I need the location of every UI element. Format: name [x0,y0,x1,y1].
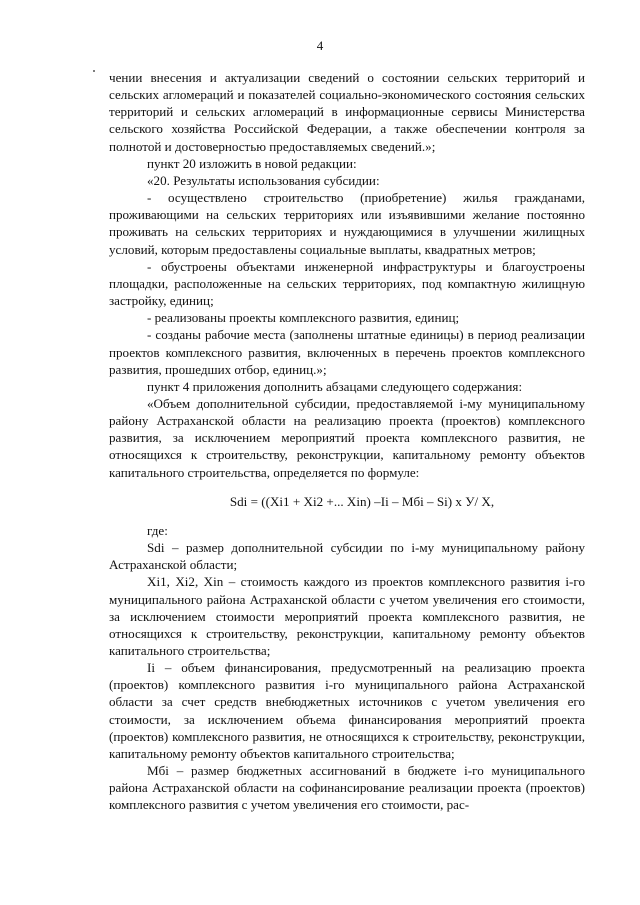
formula: Sdi = ((Xi1 + Xi2 +... Xin) –Ii – Мбi – Si) x У/ Х, [229,493,495,509]
paragraph-where: где: [147,522,168,538]
paragraph-continuation: чении внесения и актуализации сведений о состоянии сельских территорий и сельских агломераций и показателей социально-экономического состояния сельских территорий и сельских агломераций в информационные сервисы Министерства сельского хозяйства Российской Федерации, а также обеспечении контроля за полнотой и достоверностью предоставляемых сведений.»; [109,70,585,154]
definition-ii: Ii – объем финансирования, предусмотренный на реализацию проекта (проектов) комплексного развития i-го муниципального района Астраханской области за счет средств внебюджетных источников с учетом увеличения его стоимости, за исключением объема финансирования мероприятий проекта (проектов) комплексного развития, не относящихся к строительству, реконструкции, капитальному ремонту объектов капитального строительства; [109,660,585,761]
paragraph-item-20-title: «20. Результаты использования субсидии: [147,172,380,188]
list-item-jobs: - созданы рабочие места (заполнены штатные единицы) в период реализации проектов комплексного развития, включенных в перечень проектов комплексного развития, прошедших отбор, единиц.»; [109,327,585,377]
list-item-infrastructure: - обустроены объектами инженерной инфраструктуры и благоустроены площадки, расположенные на сельских территориях, под компактную жилищную застройку, единиц; [109,258,585,309]
list-item-projects: - реализованы проекты комплексного развития, единиц; [147,310,460,326]
document-body [109,69,585,814]
paragraph-item-20-instruction: пункт 20 изложить в новой редакции: [147,155,357,171]
list-item-housing: - осуществлено строительство (приобретение) жилья гражданами, проживающими на сельских территориях или изъявившими желание постоянно проживать на сельских территориях и нуждающимися в улучшении жилищных условий, которым предоставлены социальные выплаты, квадратных метров; [109,190,585,257]
paragraph-subsidy-definition: «Объем дополнительной субсидии, предоставляемой i-му муниципальному району Астраханской области на реализацию проекта (проектов) комплексного развития, за исключением мероприятий проекта комплексного развития, не относящихся к строительству, реконструкции, капитальному ремонту объектов капитального строительства, определяется по формуле: [109,395,585,480]
scan-mark [93,70,95,72]
definition-mbi: Мбi – размер бюджетных ассигнований в бюджете i-го муниципального района Астраханской области на софинансирование реализации проекта (проектов) комплексного развития с учетом увеличения его стоимости, рас- [109,763,585,813]
definition-sdi: Sdi – размер дополнительной субсидии по i-му муниципальному району Астраханской области; [109,540,585,573]
definition-xi: Xi1, Xi2, Xin – стоимость каждого из проектов комплексного развития i-го муниципального района Астраханской области с учетом увеличения его стоимости, за исключением стоимости мероприятий проекта комплексного развития, не относящихся к строительству, реконструкции, капитальному ремонту объектов капитального строительства; [109,574,585,658]
paragraph-item-4-instruction: пункт 4 приложения дополнить абзацами следующего содержания: [147,378,523,394]
page-number: 4 [316,38,324,53]
